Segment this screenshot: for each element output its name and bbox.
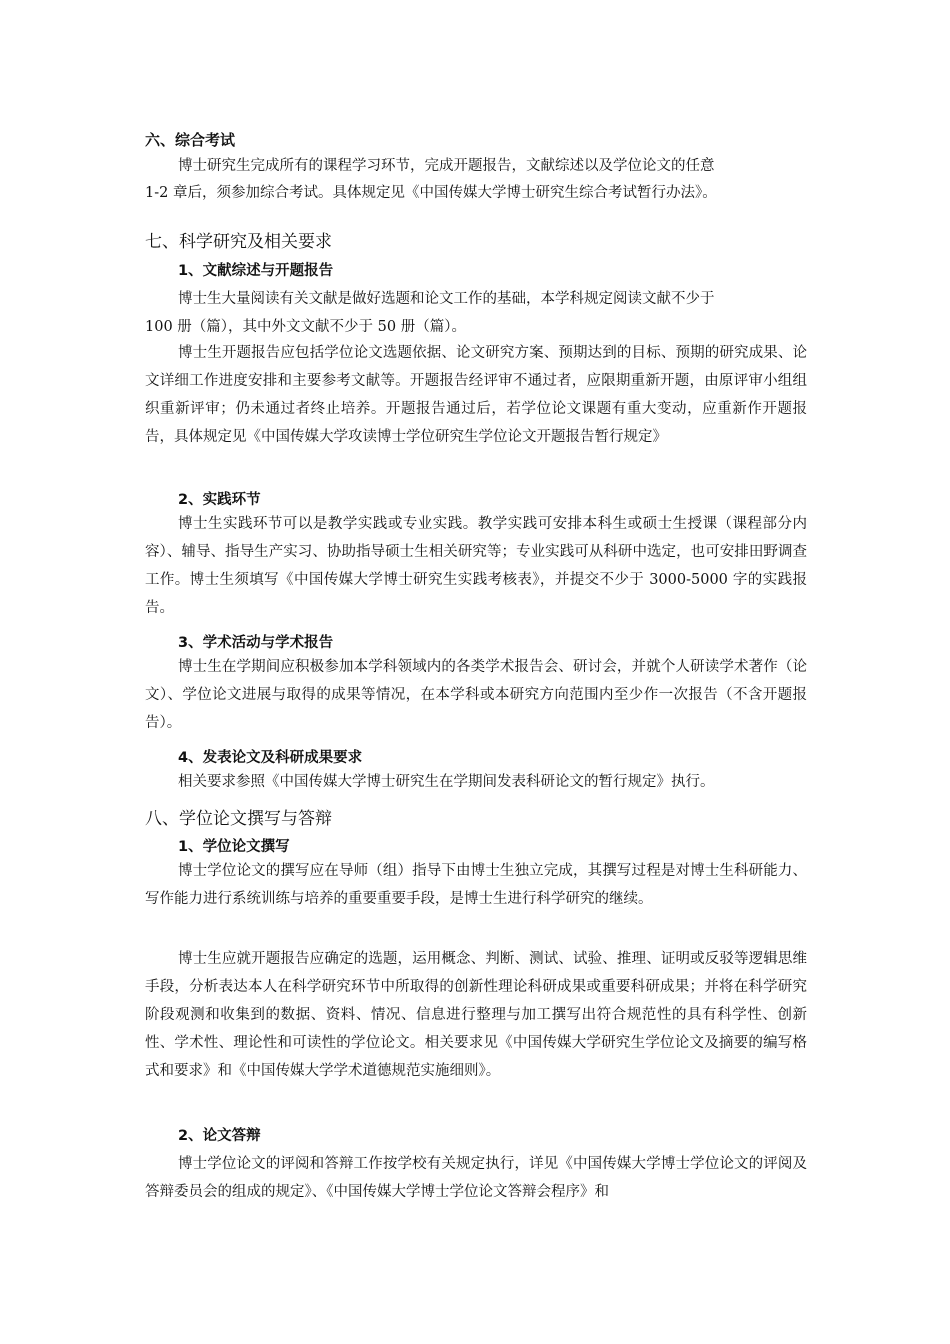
section-heading-6: 六、综合考试 [145,131,236,149]
paragraph-line: 1-2 章后，须参加综合考试。具体规定见《中国传媒大学博士研究生综合考试暂行办法》。 [145,185,717,201]
subsection-heading: 4、发表论文及科研成果要求 [178,750,363,766]
section-heading-8: 八、学位论文撰写与答辩 [145,809,332,829]
paragraph-line: 100 册（篇），其中外文文献不少于 50 册（篇）。 [145,319,466,335]
paragraph: 博士学位论文的撰写应在导师（组）指导下由博士生独立完成，其撰写过程是对博士生科研能力、写作能力进行系统训练与培养的重要重要手段，是博士生进行科学研究的继续。 [145,863,807,907]
paragraph: 博士生在学期间应积极参加本学科领域内的各类学术报告会、研讨会，并就个人研读学术著作（论文）、学位论文进展与取得的成果等情况，在本学科或本研究方向范围内至少作一次报告（不含开题报告）。 [145,659,807,731]
subsection-heading: 1、学位论文撰写 [178,839,290,855]
subsection-heading: 3、学术活动与学术报告 [178,635,334,651]
subsection-heading: 2、实践环节 [178,492,261,508]
paragraph: 博士学位论文的评阅和答辩工作按学校有关规定执行，详见《中国传媒大学博士学位论文的评阅及答辩委员会的组成的规定》、《中国传媒大学博士学位论文答辩会程序》和 [145,1156,807,1200]
paragraph-line: 博士研究生完成所有的课程学习环节，完成开题报告，文献综述以及学位论文的任意 [178,158,715,174]
paragraph: 相关要求参照《中国传媒大学博士研究生在学期间发表科研论文的暂行规定》执行。 [178,774,715,790]
paragraph-line: 博士生大量阅读有关文献是做好选题和论文工作的基础，本学科规定阅读文献不少于 [178,291,715,307]
paragraph: 博士生应就开题报告应确定的选题，运用概念、判断、测试、试验、推理、证明或反驳等逻辑思维手段，分析表达本人在科学研究环节中所取得的创新性理论科研成果或重要科研成果；并将在科学研究阶段观测和收集到的数据、资料、情况、信息进行整理与加工撰写出符合规范性的具有科学性、创新性、学术性、理论性和可读性的学位论文。相关要求见《中国传媒大学研究生学位论文及摘要的编写格式和要求》和《中国传媒大学学术道德规范实施细则》。 [145,951,807,1079]
subsection-heading: 1、文献综述与开题报告 [178,263,334,279]
paragraph: 博士生开题报告应包括学位论文选题依据、论文研究方案、预期达到的目标、预期的研究成果、论文详细工作进度安排和主要参考文献等。开题报告经评审不通过者，应限期重新开题，由原评审小组组织重新评审；仍未通过者终止培养。开题报告通过后，若学位论文课题有重大变动，应重新作开题报告，具体规定见《中国传媒大学攻读博士学位研究生学位论文开题报告暂行规定》 [145,345,807,445]
paragraph: 博士生实践环节可以是教学实践或专业实践。教学实践可安排本科生或硕士生授课（课程部分内容）、辅导、指导生产实习、协助指导硕士生相关研究等；专业实践可从科研中选定，也可安排田野调查工作。博士生须填写《中国传媒大学博士研究生实践考核表》，并提交不少于 3000-5000 字的实践报告。 [145,516,807,616]
subsection-heading: 2、论文答辩 [178,1128,261,1144]
section-heading-7: 七、科学研究及相关要求 [145,232,332,252]
